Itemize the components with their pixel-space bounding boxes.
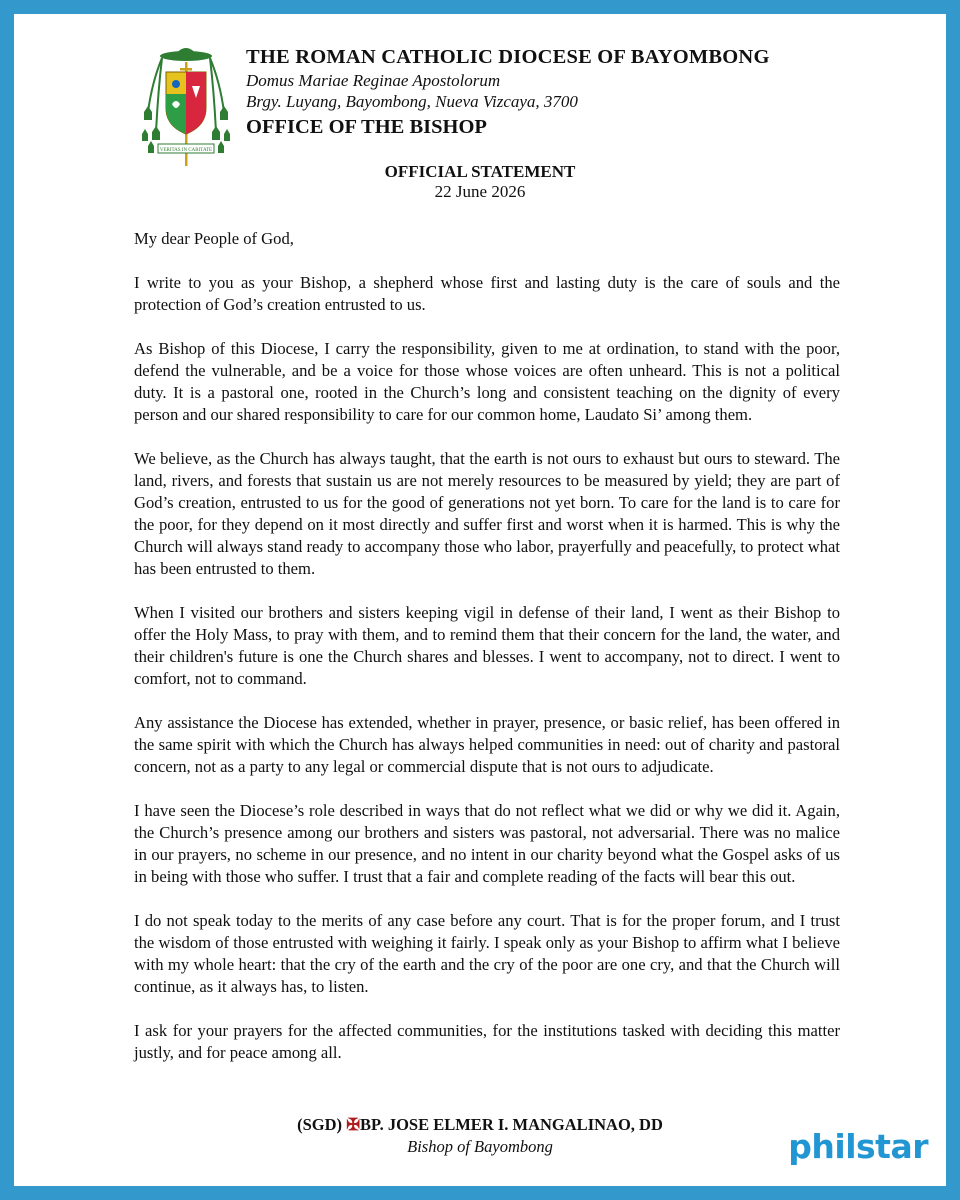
- diocese-crest-icon: [138, 42, 234, 166]
- document-page: [14, 14, 946, 1186]
- paragraph: We believe, as the Church has always taught, that the earth is not ours to exhaust but ours to steward. The land, rivers, and forests that sustain us are not merely resources to be measured by yield; they are part of God’s creation, entrusted to us for the good of generations not yet born. To care for the land is to care for the poor, for they depend on it most directly and suffer first and worst when it is harmed. This is why the Church will always stand ready to accompany those who labor, prayerfully and peacefully, to protect what has been entrusted to them.: [134, 449, 840, 578]
- paragraph: When I visited our brothers and sisters keeping vigil in defense of their land, I went as their Bishop to offer the Holy Mass, to pray with them, and to remind them that their concern for the land, the water, and their children's future is one the Church shares and blesses. I went to accompany, not to direct. I went to comfort, not to command.: [134, 603, 840, 688]
- paragraph: I ask for your prayers for the affected communities, for the institutions tasked with deciding this matter justly, and for peace among all.: [134, 1021, 840, 1062]
- letter-body: [134, 228, 840, 1086]
- statement-title: OFFICIAL STATEMENT: [384, 162, 576, 181]
- office-name: OFFICE OF THE BISHOP: [246, 116, 487, 138]
- signed-marker: (SGD): [297, 1115, 343, 1134]
- episcopal-cross-icon: ✠: [346, 1115, 361, 1134]
- svg-text:VERITAS IN CARITATE: VERITAS IN CARITATE: [159, 148, 213, 153]
- paragraph: Any assistance the Diocese has extended, whether in prayer, presence, or basic relief, has been offered in the same spirit with which the Church has always helped communities in need: out of charity and pastoral concern, not as a party to any legal or commercial dispute that is not ours to adjudicate.: [134, 713, 840, 776]
- paragraph: I have seen the Diocese’s role described in ways that do not reflect what we did or why we did it. Again, the Church’s presence among our brothers and sisters was pastoral, not adversarial. There was no malice in our prayers, no scheme in our presence, and no intent in our charity beyond what the Gospel asks of us in being with those who suffer. I trust that a fair and complete reading of the facts will bear this out.: [134, 801, 840, 886]
- diocese-subtitle: Domus Mariae Reginae Apostolorum: [246, 71, 501, 90]
- signatory-role: Bishop of Bayombong: [407, 1137, 553, 1156]
- statement-date: 22 June 2026: [434, 182, 526, 201]
- diocese-address: Brgy. Luyang, Bayombong, Nueva Vizcaya, 3700: [246, 92, 578, 111]
- signatory-name: BP. JOSE ELMER I. MANGALINAO, DD: [360, 1115, 663, 1134]
- paragraph: I do not speak today to the merits of any case before any court. That is for the proper forum, and I trust the wisdom of those entrusted with weighing it fairly. I speak only as your Bishop to affirm what I believe with my whole heart: that the cry of the earth and the cry of the poor are one cry, and that the Church will continue, as it always has, to listen.: [134, 911, 840, 996]
- paragraph: As Bishop of this Diocese, I carry the responsibility, given to me at ordination, to stand with the poor, defend the vulnerable, and be a voice for those whose voices are often unheard. This is not a political duty. It is a pastoral one, rooted in the Church’s long and consistent teaching on the dignity of every person and our shared responsibility to care for our common home, Laudato Si’ among them.: [134, 339, 840, 424]
- statement-heading: [14, 162, 946, 202]
- salutation: My dear People of God,: [134, 229, 294, 248]
- letterhead: [246, 44, 846, 142]
- paragraph: I write to you as your Bishop, a shepherd whose first and lasting duty is the care of souls and the protection of God’s creation entrusted to us.: [134, 273, 840, 314]
- diocese-title: THE ROMAN CATHOLIC DIOCESE OF BAYOMBONG: [246, 46, 770, 68]
- philstar-logo: philstar: [788, 1127, 928, 1166]
